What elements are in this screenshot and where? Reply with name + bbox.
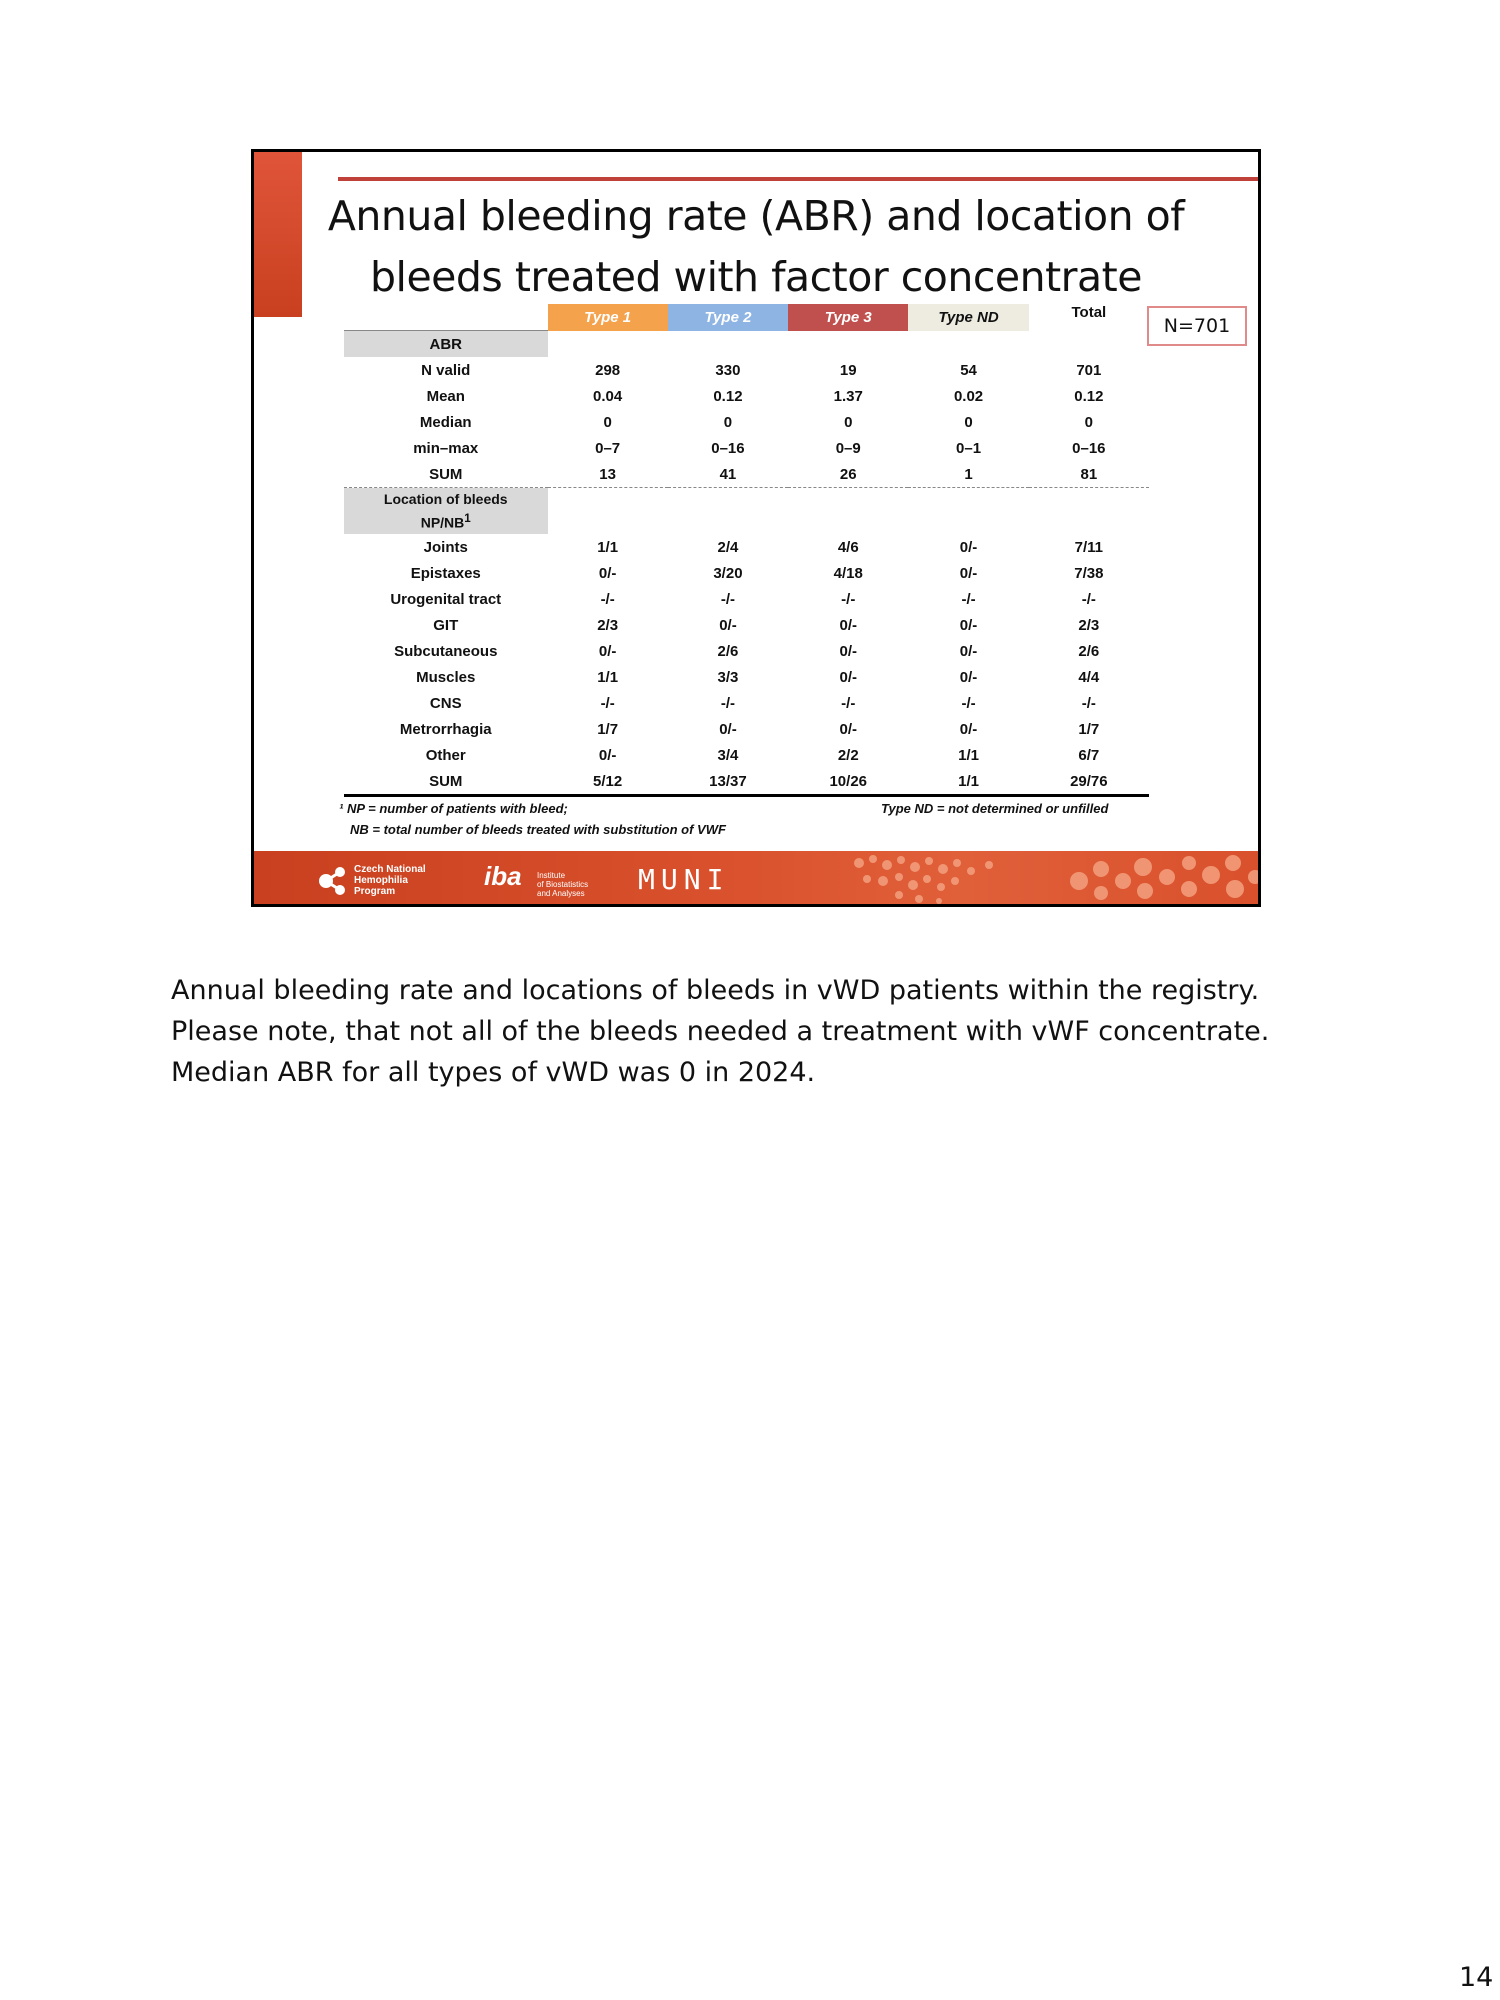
table-cell: 0–7 — [595, 439, 621, 457]
row-label: Metrorrhagia — [399, 720, 492, 738]
row-label: Joints — [423, 538, 468, 556]
row-label: SUM — [344, 768, 548, 796]
table-cell: 0/- — [719, 616, 737, 634]
title-line-1: Annual bleeding rate (ABR) and location of — [327, 192, 1185, 240]
footnote-nb: NB = total number of bleeds treated with substitution of VWF — [350, 822, 726, 837]
table-cell: 1/1 — [958, 746, 979, 764]
row-label: Median — [419, 413, 472, 431]
cnhp-line-3: Program — [354, 886, 396, 897]
table-cell: 6/7 — [1078, 746, 1100, 764]
abr-row — [344, 357, 1149, 383]
location-sup: 1 — [464, 512, 471, 526]
table-cell: 4/6 — [837, 538, 859, 556]
footnote-np: ¹ NP = number of patients with bleed; — [339, 801, 568, 816]
table-cell: -/- — [720, 694, 736, 712]
table-cell: 0/- — [839, 642, 857, 660]
table-cell: 0/- — [839, 720, 857, 738]
row-label: CNS — [429, 694, 462, 712]
table-cell: 0/- — [959, 642, 978, 660]
abr-row — [344, 409, 1149, 435]
table-cell: 10/26 — [788, 768, 908, 796]
caption-line-1: Annual bleeding rate and locations of bleeds in vWD patients within the registry. — [171, 975, 1260, 1006]
table-cell: 54 — [960, 361, 977, 379]
slide-title — [306, 186, 1206, 308]
table-cell: 0/- — [959, 720, 978, 738]
table-cell: 0 — [1084, 413, 1094, 431]
table-cell: 0 — [603, 413, 612, 431]
table-cell: 7/11 — [1074, 538, 1104, 556]
header-type-nd: Type ND — [908, 304, 1028, 331]
abr-row — [344, 461, 1149, 488]
table-cell: 0.12 — [713, 387, 743, 405]
table-cell: 0–16 — [1072, 439, 1106, 457]
location-row — [344, 560, 1149, 586]
header-type-1: Type 1 — [548, 304, 668, 331]
table-cell: 1/1 — [597, 668, 619, 686]
table-cell: 1 — [908, 461, 1028, 488]
location-row — [344, 690, 1149, 716]
page-number: 14 — [1459, 1962, 1494, 1993]
cnhp-line-2: Hemophilia — [354, 875, 408, 886]
row-label: Subcutaneous — [394, 642, 498, 660]
table-cell: 29/76 — [1029, 768, 1149, 796]
header-type-2: Type 2 — [668, 304, 788, 331]
table-cell: 0–9 — [835, 439, 861, 457]
table-cell: 2/6 — [717, 642, 739, 660]
abr-section-label: ABR — [344, 331, 548, 358]
table-cell: 3/4 — [717, 746, 739, 764]
table-cell: 0/- — [959, 616, 978, 634]
n-badge: N=701 — [1147, 306, 1247, 346]
iba-line-1: Institute — [537, 871, 566, 880]
table-cell: -/- — [961, 590, 976, 608]
table-cell: 0/- — [839, 668, 857, 686]
location-label-text: Location of bleeds — [383, 491, 508, 508]
table-cell: 4/4 — [1078, 668, 1100, 686]
title-line-2: bleeds treated with factor concentrate — [370, 253, 1142, 301]
slide-side-bar — [254, 152, 302, 317]
table-cell: 19 — [839, 361, 857, 379]
table-cell: 26 — [788, 461, 908, 488]
table-cell: 0/- — [839, 616, 857, 634]
table-cell: 0–16 — [711, 439, 745, 457]
row-label: min–max — [413, 439, 479, 457]
table-cell: 41 — [668, 461, 788, 488]
location-section-label — [344, 488, 548, 535]
footer-dots-decoration — [839, 851, 1261, 907]
location-row — [344, 612, 1149, 638]
muni-logo: MUNI — [638, 863, 730, 896]
table-cell: 1/1 — [597, 538, 619, 556]
table-cell: 0/- — [959, 564, 978, 582]
abr-row — [344, 383, 1149, 409]
row-label: SUM — [344, 461, 548, 488]
location-row — [344, 586, 1149, 612]
table-cell: 0 — [723, 413, 733, 431]
table-cell: 0/- — [598, 642, 617, 660]
location-row — [344, 768, 1149, 796]
table-cell: 7/38 — [1074, 564, 1104, 582]
location-section-row — [344, 488, 1149, 535]
location-row — [344, 664, 1149, 690]
table-cell: 330 — [715, 361, 741, 379]
table-cell: 0/- — [959, 668, 978, 686]
iba-line-3: and Analyses — [537, 889, 585, 898]
table-cell: 1.37 — [833, 387, 863, 405]
table-cell: -/- — [841, 694, 856, 712]
slide — [251, 149, 1261, 907]
table-cell: 0/- — [959, 538, 978, 556]
table-cell: 2/3 — [597, 616, 619, 634]
title-rule — [338, 177, 1261, 181]
table-cell: -/- — [600, 590, 615, 608]
caption-line-2: Please note, that not all of the bleeds needed a treatment with vWF concentrate. — [171, 1016, 1270, 1047]
table-cell: -/- — [600, 694, 615, 712]
location-row — [344, 716, 1149, 742]
location-sub-text: NP/NB — [420, 514, 465, 531]
table-cell: -/- — [1081, 694, 1096, 712]
iba-logo-text — [537, 871, 588, 898]
table-cell: 2/6 — [1078, 642, 1100, 660]
table-cell: 0 — [964, 413, 973, 431]
table-cell: 0.12 — [1074, 387, 1104, 405]
row-label: GIT — [433, 616, 459, 634]
table-cell: 3/20 — [713, 564, 743, 582]
caption-line-3: Median ABR for all types of vWD was 0 in 2024. — [171, 1057, 816, 1088]
table-cell: 81 — [1029, 461, 1149, 488]
row-label: N valid — [421, 361, 471, 379]
iba-logo: iba — [484, 861, 522, 891]
table-cell: 0 — [844, 413, 853, 431]
table-cell: 0/- — [719, 720, 737, 738]
table-cell: 13 — [548, 461, 668, 488]
table-cell: 701 — [1076, 361, 1102, 379]
abr-section-row — [344, 331, 1149, 358]
table-cell: 1/7 — [1078, 720, 1100, 738]
table-header-row — [344, 304, 1149, 331]
abr-row — [344, 435, 1149, 461]
row-label: Mean — [426, 387, 465, 405]
table-cell: 1/1 — [908, 768, 1028, 796]
table-cell: 1/7 — [597, 720, 619, 738]
table-cell: 2/4 — [717, 538, 739, 556]
row-label: Urogenital tract — [390, 590, 502, 608]
table-cell: 3/3 — [717, 668, 739, 686]
row-label: Muscles — [416, 668, 476, 686]
cnhp-logo-text — [354, 864, 426, 897]
table-cell: -/- — [1081, 590, 1096, 608]
table-cell: 5/12 — [548, 768, 668, 796]
table-cell: 0.02 — [953, 387, 984, 405]
cnhp-logo-icon — [316, 865, 348, 897]
location-row — [344, 638, 1149, 664]
abr-table — [344, 304, 1149, 797]
row-label: Epistaxes — [410, 564, 481, 582]
iba-line-2: of Biostatistics — [537, 880, 589, 889]
table-cell: 0.04 — [593, 387, 623, 405]
location-row — [344, 534, 1149, 560]
header-blank-cell — [344, 304, 548, 331]
table-cell: 13/37 — [668, 768, 788, 796]
table-cell: -/- — [841, 590, 856, 608]
table-cell: 4/18 — [833, 564, 863, 582]
row-label: Other — [425, 746, 466, 764]
table-cell: -/- — [961, 694, 976, 712]
slide-caption — [171, 970, 1269, 1093]
table-cell: 0/- — [598, 746, 617, 764]
slide-footer — [254, 851, 1261, 907]
table-cell: 2/3 — [1078, 616, 1100, 634]
table-cell: -/- — [720, 590, 736, 608]
table-cell: 298 — [595, 361, 621, 379]
table-cell: 0/- — [598, 564, 617, 582]
table-cell: 0–1 — [956, 439, 982, 457]
location-row — [344, 742, 1149, 768]
table-cell: 2/2 — [837, 746, 859, 764]
header-total: Total — [1071, 304, 1107, 321]
header-type-3: Type 3 — [788, 304, 908, 331]
footnote-type-nd: Type ND = not determined or unfilled — [881, 801, 1109, 816]
cnhp-line-1: Czech National — [354, 864, 426, 875]
